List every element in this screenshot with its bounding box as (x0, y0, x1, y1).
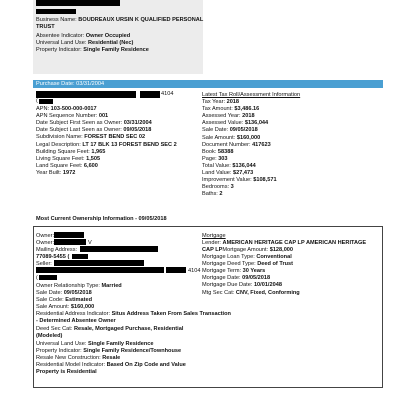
redaction-bar (140, 91, 160, 98)
deed-sec-cat-2: (Modeled) (36, 333, 63, 339)
purchase-detail-line (36, 149, 105, 156)
tax-roll-value: $108,571 (253, 177, 277, 184)
mortgage-detail-value: CNV, Fixed, Conforming (235, 289, 300, 296)
mortgage-detail-label: Mtg Sec Cat: (202, 289, 235, 296)
tax-roll-line (202, 177, 277, 184)
owner-2-label: Owner: (36, 240, 55, 246)
purchase-detail-line (36, 163, 98, 170)
tax-roll-line (202, 163, 256, 170)
mortgage-heading: Mortgage (202, 233, 226, 239)
residential-model-indicator: Residential Model Indicator: Based On Zip Code and Value (36, 362, 186, 368)
seller-paren: ( (36, 275, 38, 281)
address-suffix: 4104 (161, 91, 174, 97)
mortgage-detail-line (202, 268, 265, 275)
tax-roll-line (202, 149, 233, 156)
tax-roll-line (202, 120, 268, 127)
tax-roll-value: $3,486.16 (234, 106, 260, 113)
purchase-detail-value: 1972 (62, 169, 76, 176)
mailing-zip: 77089-5455 ( (36, 254, 70, 260)
redaction-bar (54, 260, 144, 266)
tax-roll-value: 3 (230, 184, 234, 191)
tax-roll-label: Book: (202, 148, 217, 155)
tax-roll-line (202, 127, 258, 134)
purchase-detail-label: Legal Description: (36, 141, 81, 148)
mortgage-detail-line (202, 254, 292, 261)
ownership-detail-line (36, 297, 92, 304)
tax-roll-label: Document Number: (202, 141, 251, 148)
tax-roll-label: Sale Amount: (202, 134, 236, 141)
purchase-detail-value: 6,600 (83, 162, 98, 169)
purchase-detail-line (36, 142, 177, 149)
purchase-detail-value: 103-500-000-0017 (50, 106, 97, 112)
residential-model-indicator-2: Property is Residential (36, 369, 97, 375)
mortgage-detail-label: Mortgage Due Date: (202, 282, 253, 289)
tax-roll-line (202, 99, 239, 106)
tax-roll-value: 303 (218, 155, 228, 162)
tax-roll-value: $136,044 (244, 120, 269, 127)
tax-roll-line (202, 113, 255, 120)
tax-roll-label: Land Value: (202, 170, 232, 176)
purchase-detail-value: 03/31/2004 (123, 120, 152, 127)
tax-roll-line (202, 191, 223, 198)
ownership-land-use: Universal Land Use: Single Family Residence (36, 341, 154, 347)
redaction-bar (72, 254, 88, 259)
redaction-bar (36, 9, 76, 14)
residential-address-indicator: Residential Address Indicator: Situs Address Taken From Sales Transaction (36, 311, 231, 317)
tax-roll-label: Assessed Year: (202, 113, 241, 120)
mailing-address-label: Mailing Address: (36, 247, 78, 253)
purchase-detail-line (36, 113, 108, 120)
tax-roll-line (202, 184, 234, 191)
mortgage-detail-value: 10/01/2048 (253, 282, 282, 289)
tax-roll-value: 2 (219, 191, 223, 198)
purchase-detail-label: Date Subject Last Seen as Owner: (36, 127, 122, 134)
redaction-bar (166, 267, 186, 273)
ownership-detail-value: $160,000 (70, 304, 95, 310)
ownership-detail-label: Sale Code: (36, 297, 64, 303)
mortgage-detail-line (202, 275, 270, 282)
tax-roll-heading: Latest Tax Roll/Assessment Information (202, 92, 301, 98)
tax-roll-value: 58388 (217, 148, 234, 155)
tax-roll-value: 09/05/2018 (229, 127, 258, 134)
ownership-detail-value: Married (101, 283, 122, 289)
purchase-detail-value: 09/05/2018 (123, 127, 152, 134)
purchase-detail-value: 001 (98, 113, 109, 120)
purchase-detail-line (36, 127, 151, 134)
redaction-bar (36, 0, 120, 6)
tax-roll-value: $136,044 (232, 162, 256, 169)
resale-new-construction: Resale New Construction: Resale (36, 355, 121, 361)
ownership-detail-line (36, 290, 92, 297)
ownership-detail-label: Sale Date: (36, 290, 63, 296)
purchase-detail-label: Date Subject First Seen as Owner: (36, 120, 123, 127)
purchase-detail-value: 1,965 (91, 148, 106, 155)
purchase-date-bar (33, 80, 383, 88)
purchase-detail-label: Living Square Feet: (36, 155, 85, 162)
residential-address-indicator-2: - Determined Absentee Owner (36, 318, 116, 324)
tax-roll-line (202, 156, 228, 163)
ownership-section-title: Most Current Ownership Information - 09/05/2018 (36, 216, 167, 222)
mortgage-detail-line (202, 282, 282, 289)
business-name-line: Business Name: BOUDREAUX URSIN K QUALIFIED PERSONAL (36, 17, 204, 23)
tax-roll-label: Assessed Value: (202, 120, 244, 127)
mortgage-detail-label: Mortgage Loan Type: (202, 254, 255, 260)
tax-roll-value: $27,473 (233, 170, 254, 176)
redaction-bar (80, 246, 158, 252)
redaction-bar (39, 275, 57, 280)
mortgage-detail-line (202, 261, 293, 268)
purchase-detail-line (36, 106, 97, 113)
ownership-detail-value: 09/05/2018 (63, 290, 92, 296)
tax-roll-line (202, 135, 260, 142)
ownership-detail-line (36, 283, 122, 290)
tax-roll-value: $160,000 (236, 134, 261, 141)
tax-roll-value: 417623 (252, 141, 271, 148)
mortgage-detail-label: Mortgage Deed Type: (202, 261, 256, 268)
tax-roll-label: Bedrooms: (202, 184, 230, 191)
purchase-detail-line (36, 156, 100, 163)
property-indicator: Property Indicator: Single Family Residence (36, 47, 149, 53)
seller-suffix: 4104 (188, 268, 201, 274)
purchase-detail-label: Year Built: (36, 169, 62, 176)
tax-roll-label: Total Value: (202, 162, 231, 169)
address-paren: ( (36, 98, 38, 104)
ownership-property-indicator: Property Indicator: Single Family Residence/Townhouse (36, 348, 182, 354)
redaction-bar (36, 91, 136, 98)
tax-roll-label: Page: (202, 155, 217, 162)
purchase-detail-value: FOREST BEND SEC 02 (84, 134, 146, 141)
tax-roll-line (202, 142, 271, 149)
ownership-detail-value: Estimated (65, 297, 92, 303)
mortgage-detail-value: Deed of Trust (257, 261, 294, 268)
tax-roll-value: 2018 (242, 113, 255, 120)
tax-roll-label: Sale Date: (202, 127, 229, 134)
ownership-detail-label: Sale Amount: (36, 304, 70, 310)
ownership-detail-line (36, 304, 94, 311)
seller-label: Seller: (36, 261, 52, 267)
universal-land-use: Universal Land Use: Residential (Nec) (36, 40, 134, 46)
deed-sec-cat: Deed Sec Cat: Resale, Mortgaged Purchase, Residential (36, 326, 184, 332)
purchase-detail-value: LT 17 BLK 13 FOREST BEND SEC 2 (82, 141, 177, 148)
tax-roll-value: 2018 (226, 99, 240, 105)
owner-label: Owner: (36, 233, 55, 239)
purchase-detail-label: Land Square Feet: (36, 162, 83, 169)
mortgage-detail-line (202, 290, 300, 297)
mortgage-detail-value: Conventional (256, 254, 292, 260)
purchase-detail-line (36, 170, 75, 177)
ownership-detail-label: Owner Relationship Type: (36, 283, 100, 289)
purchase-detail-label: APN: (36, 106, 50, 112)
mortgage-detail-value: 30 Years (242, 268, 266, 275)
tax-roll-line (202, 170, 253, 177)
tax-roll-line (202, 106, 259, 113)
redaction-bar (39, 99, 53, 104)
purchase-detail-label: APN Sequence Number: (36, 113, 98, 120)
redaction-bar (36, 267, 164, 273)
purchase-date-label: Purchase Date: 03/31/2004 (36, 81, 105, 87)
tax-roll-label: Tax Year: (202, 99, 226, 105)
purchase-detail-label: Building Square Feet: (36, 148, 90, 155)
tax-roll-label: Improvement Value: (202, 177, 252, 184)
business-name-line-2: TRUST (36, 24, 55, 30)
redaction-bar (54, 232, 84, 238)
purchase-detail-line (36, 120, 152, 127)
tax-roll-label: Baths: (202, 191, 218, 198)
tax-roll-label: Tax Amount: (202, 106, 233, 113)
owner-2-suffix: V (88, 240, 92, 246)
purchase-detail-label: Subdivision Name: (36, 134, 83, 141)
mortgage-detail-label: Mortgage Term: (202, 268, 242, 275)
mortgage-lender-2: CAP LPMortgage Amount: $128,000 (202, 247, 294, 253)
absentee-indicator: Absentee Indicator: Owner Occupied (36, 33, 131, 39)
redaction-bar (54, 239, 86, 245)
mortgage-detail-value: 09/05/2018 (242, 275, 271, 282)
mortgage-detail-label: Mortgage Date: (202, 275, 241, 282)
purchase-detail-line (36, 134, 145, 141)
purchase-detail-value: 1,505 (86, 155, 101, 162)
mortgage-lender: Lender: AMERICAN HERITAGE CAP LP AMERICAN HERITAGE (202, 240, 367, 246)
